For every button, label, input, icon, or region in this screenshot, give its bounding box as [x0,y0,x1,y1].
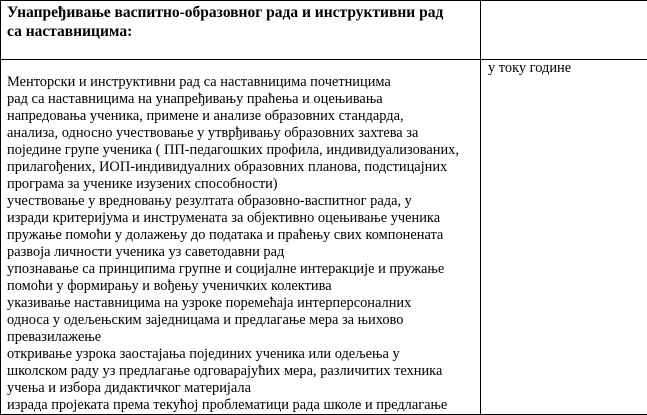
activity-line: учења и избора дидактичког материјала [7,380,480,397]
activity-line: прилагођених, ИОП-индивидуалних образовних планова, подстицајних [7,159,480,176]
activity-line: превазилажење [7,329,480,346]
table-header-row [1,1,647,60]
activity-line: програма за ученике изузених способности) [7,176,480,193]
activity-line: напредовања ученика, примене и анализе образовних стандарда, [7,108,480,125]
activity-line: израда пројеката према текућој проблематици рада школе и предлагање [7,397,480,414]
activities-text [1,60,480,414]
empty-header-cell [481,1,647,60]
activity-line: учествовање у вредновању резултата образовно-васпитног рада, у [7,193,480,210]
activity-line: указивање наставницима на узроке поремећаја интерперсоналних [7,295,480,312]
activity-line: школском раду уз предлагање одговарајућих мера, различитих техника [7,363,480,380]
activity-line: откривање узрока заостајања појединих ученика или одељења у [7,346,480,363]
table-body-row [1,60,647,415]
activity-line: рад са наставницима на унапређивању праћења и оцењивања [7,91,480,108]
activity-line: анализа, односно учествовање у утврђивању образовних захтева за [7,125,480,142]
section-title-line: са наставницима: [7,23,132,40]
activity-line: односа у одељењским заједницама и предлагање мера за њихово [7,312,480,329]
activities-cell [1,60,481,415]
title-cell [1,1,481,60]
activity-line: развоја личности ученика уз саветодавни рад [7,244,480,261]
activity-line: Менторски и инструктивни рад са наставницима почетницима [7,74,480,91]
timeframe-text: у току године [481,60,647,77]
activity-line: пружање помоћи у долажењу до података и праћењу свих компонената [7,227,480,244]
timeframe-cell [481,60,647,415]
activity-line: упознавање са принципима групне и социјалне интеракције и пружање [7,261,480,278]
section-title [1,1,480,41]
activity-line: изради критеријума и инструмената за објективно оцењивање ученика [7,210,480,227]
section-title-line: Унапређивање васпитно-образовног рада и инструктивни рад [7,4,443,21]
activity-line: помоћи у формирању и вођењу ученичких колектива [7,278,480,295]
activity-line: поједине групе ученика ( ПП-педагошких профила, индивидуализованих, [7,142,480,159]
